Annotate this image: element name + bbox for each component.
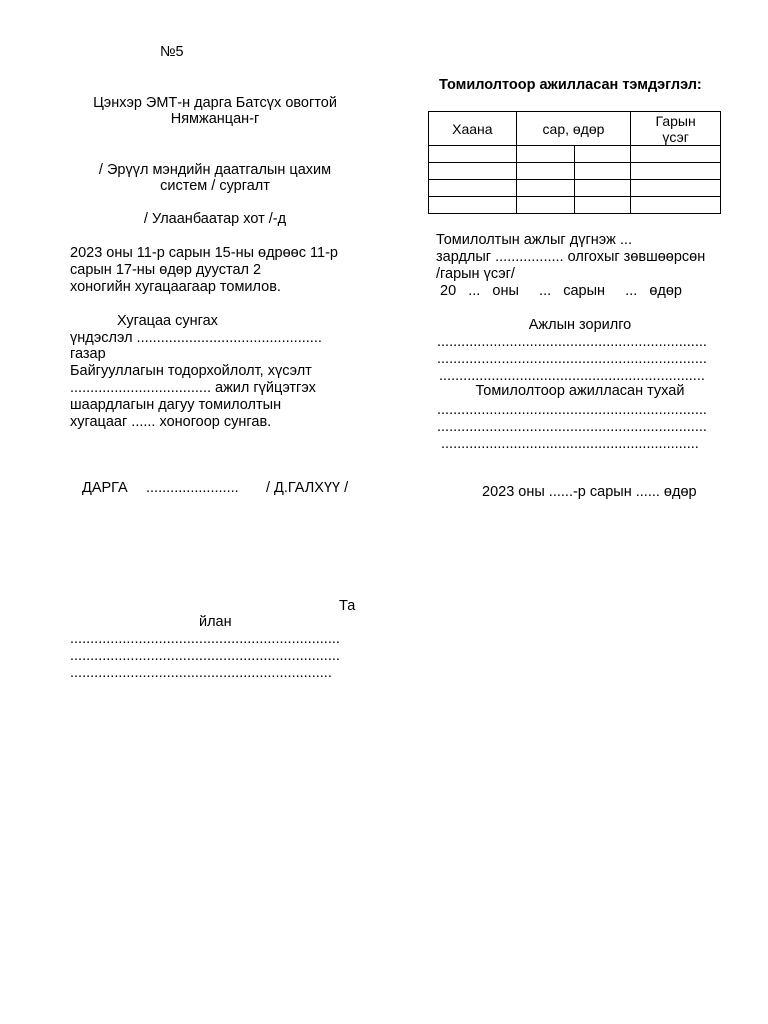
signature-dots: ....................... [146, 480, 239, 496]
report-dots-1: ................................................................... [70, 631, 340, 647]
table-cell[interactable] [429, 163, 517, 180]
work-dots-2: ................................................................... [437, 419, 707, 435]
work-title: Томилолтоор ажилласан тухай [475, 383, 685, 399]
assessment-line-1: Томилолтын ажлыг дүгнэж ... [436, 232, 632, 248]
table-cell[interactable] [574, 180, 631, 197]
table-cell[interactable] [516, 146, 574, 163]
period-line-3: хоногийн хугацаагаар томилов. [70, 279, 281, 295]
header-signature [631, 112, 721, 146]
report-text-part-2: йлан [199, 614, 232, 630]
assessment-line-2: зардлыг ................. олгохыг зөвшөөрсөн [436, 249, 706, 265]
goal-dots-1: ................................................................... [437, 334, 707, 350]
final-date: 2023 оны ......-р сарын ...... өдөр [482, 484, 697, 500]
purpose-line-1: / Эрүүл мэндийн даатгалын цахим [98, 162, 332, 178]
table-cell[interactable] [429, 146, 517, 163]
destination: / Улаанбаатар хот /-д [143, 211, 287, 227]
header-signature-line-2: үсэг [662, 128, 689, 145]
report-dots-2: ................................................................... [70, 648, 340, 664]
table-cell[interactable] [631, 146, 721, 163]
goal-title: Ажлын зорилго [528, 317, 632, 333]
extension-title: Хугацаа сунгах [117, 313, 218, 329]
assessment-date: 20 ... оны ... сарын ... өдөр [436, 283, 682, 299]
extension-line-2: газар [70, 346, 106, 362]
report-dots-3: ................................................................. [70, 665, 332, 681]
table-header-row [429, 112, 721, 146]
trip-record-table [428, 111, 721, 214]
table-row [429, 180, 721, 197]
table-cell[interactable] [516, 163, 574, 180]
header-where: Хаана [429, 112, 517, 146]
work-dots-3: ................................................................ [441, 436, 699, 452]
header-date: сар, өдөр [516, 112, 631, 146]
header-signature-line-1: Гарын [655, 112, 696, 129]
table-cell[interactable] [429, 180, 517, 197]
extension-line-6: хугацааг ...... хоногоор сунгав. [70, 414, 272, 430]
extension-line-1: үндэслэл .............................................. [70, 330, 322, 346]
recipient-line-2: Нямжанцан-г [170, 111, 260, 127]
table-cell[interactable] [429, 197, 517, 214]
extension-line-4: ................................... ажил гүйцэтгэх [70, 380, 316, 396]
table-cell[interactable] [574, 197, 631, 214]
table-cell[interactable] [516, 180, 574, 197]
trip-record-heading: Томилолтоор ажилласан тэмдэглэл: [439, 77, 702, 93]
table-cell[interactable] [516, 197, 574, 214]
table-row [429, 146, 721, 163]
table-cell[interactable] [631, 163, 721, 180]
signature-name: / Д.ГАЛХҮҮ / [266, 480, 349, 496]
purpose-line-2: систем / сургалт [160, 178, 270, 194]
work-dots-1: ................................................................... [437, 402, 707, 418]
goal-dots-3: .................................................................. [439, 368, 705, 384]
document-number: №5 [160, 44, 184, 60]
table-row [429, 197, 721, 214]
period-line-2: сарын 17-ны өдөр дуустал 2 [70, 262, 262, 278]
table-cell[interactable] [631, 180, 721, 197]
extension-line-5: шаардлагын дагуу томилолтын [70, 397, 282, 413]
table-cell[interactable] [574, 163, 631, 180]
assessment-line-3: /гарын үсэг/ [436, 266, 515, 282]
goal-dots-2: ................................................................... [437, 351, 707, 367]
recipient-line-1: Цэнхэр ЭМТ-н дарга Батсүх овогтой [93, 95, 337, 111]
signature-title: ДАРГА [82, 480, 128, 496]
table-cell[interactable] [574, 146, 631, 163]
extension-line-3: Байгууллагын тодорхойлолт, хүсэлт [70, 363, 312, 379]
table-row [429, 163, 721, 180]
report-text-part-1: Та [339, 598, 356, 614]
table-cell[interactable] [631, 197, 721, 214]
period-line-1: 2023 оны 11-р сарын 15-ны өдрөөс 11-р [70, 245, 338, 261]
